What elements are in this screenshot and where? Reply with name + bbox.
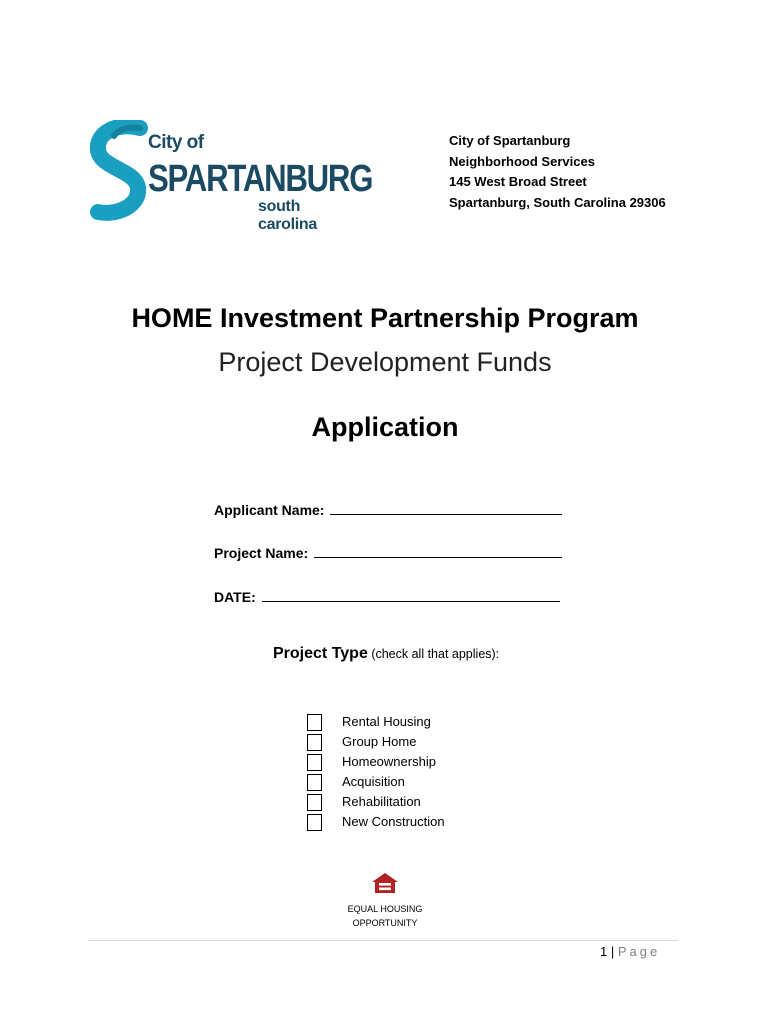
project-name-field (214, 544, 562, 561)
option-label: Group Home (342, 734, 417, 749)
option-label: Acquisition (342, 774, 405, 789)
project-type-heading (273, 645, 499, 663)
logo-city-of: City of (148, 132, 204, 153)
date-label: DATE: (214, 589, 256, 605)
equal-housing-line-1: EQUAL HOUSING (347, 904, 423, 914)
applicant-name-field (214, 501, 562, 518)
option-label: Rehabilitation (342, 794, 421, 809)
equal-housing-line-2: OPPORTUNITY (352, 918, 418, 928)
date-field (214, 588, 560, 605)
page-number: 1 (600, 944, 608, 959)
equal-housing-icon (371, 872, 399, 894)
checkbox[interactable] (307, 714, 322, 731)
footer-divider (88, 940, 678, 941)
option-label: Homeownership (342, 754, 436, 769)
city-logo (88, 120, 373, 233)
address-line-3: 145 West Broad Street (449, 174, 587, 189)
checkbox[interactable] (307, 814, 322, 831)
option-label: Rental Housing (342, 714, 431, 729)
logo-name: SPARTANBURG (148, 158, 373, 200)
address-line-4: Spartanburg, South Carolina 29306 (449, 194, 666, 210)
page-word: Page (617, 944, 661, 959)
option-label: New Construction (342, 814, 445, 829)
address-line-1: City of Spartanburg (449, 133, 571, 148)
checkbox[interactable] (307, 774, 322, 791)
applicant-name-input[interactable] (330, 501, 562, 515)
checkbox[interactable] (307, 754, 322, 771)
address-line-2: Neighborhood Services (449, 153, 595, 169)
page-separator: | (607, 944, 618, 959)
applicant-name-label: Applicant Name: (214, 502, 325, 518)
date-input[interactable] (262, 588, 560, 602)
project-type-note: (check all that applies): (367, 647, 500, 661)
checkbox[interactable] (307, 734, 322, 751)
checkbox[interactable] (307, 794, 322, 811)
project-name-label: Project Name: (214, 545, 309, 561)
logo-state: south carolina (258, 198, 317, 233)
project-name-input[interactable] (314, 544, 562, 558)
address-block (449, 131, 666, 213)
equal-housing-logo (340, 872, 430, 930)
document-subtitle: Project Development Funds (218, 347, 552, 377)
document-title: HOME Investment Partnership Program (131, 303, 639, 333)
project-type-label: Project Type (273, 645, 368, 662)
page-footer (600, 944, 660, 959)
application-heading: Application (311, 412, 459, 442)
